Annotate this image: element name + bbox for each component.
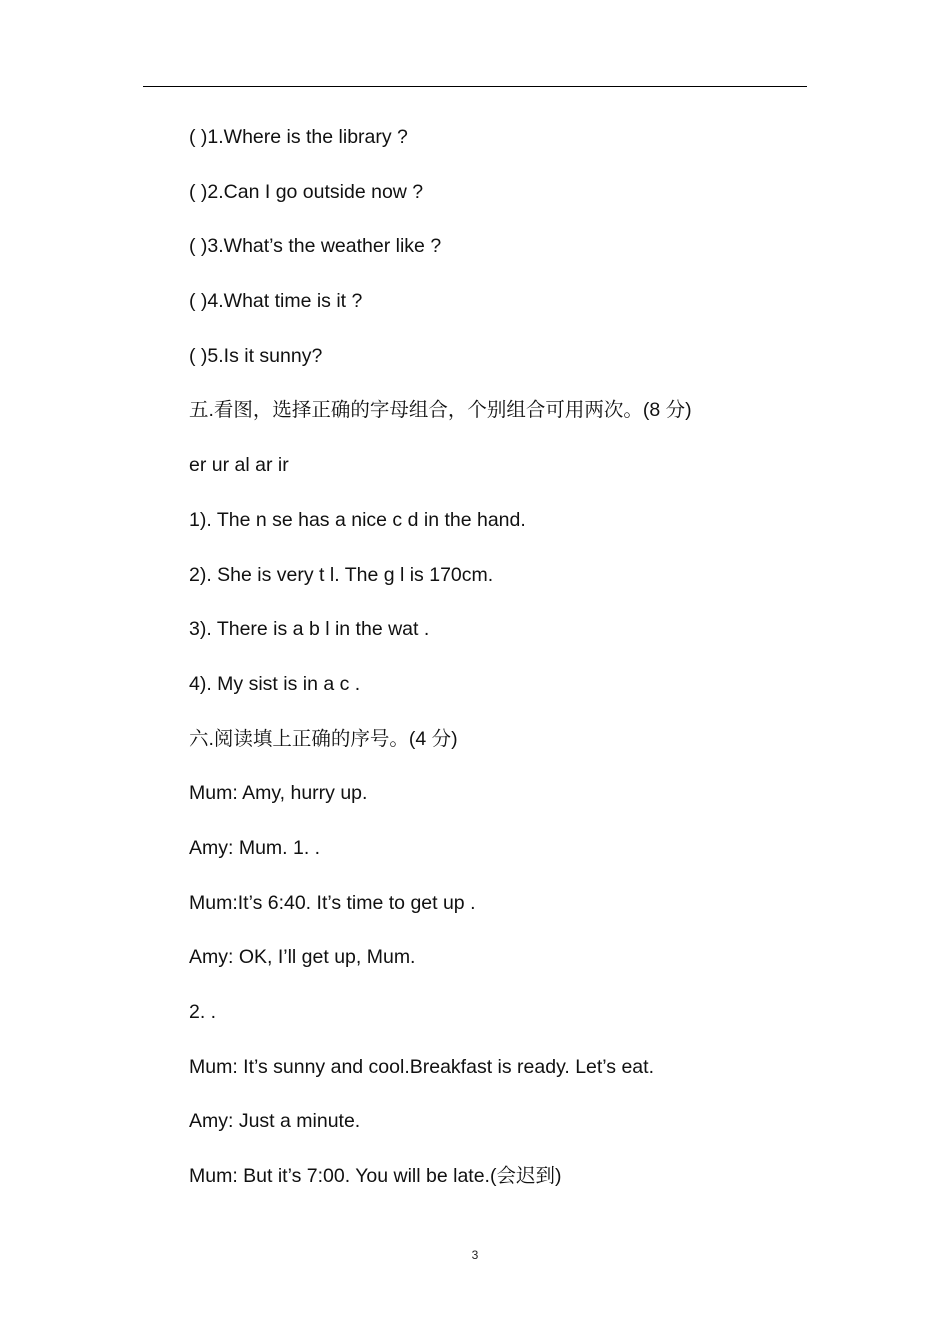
dialogue-line: Amy: OK, I’ll get up, Mum. [189,946,416,969]
header-rule [143,86,807,87]
dialogue-line: Mum: Amy, hurry up. [189,782,368,805]
section-5-heading: 五.看图，选择正确的字母组合，个别组合可用两次。(8 分) [189,399,692,422]
question-4: ( )4.What time is it ? [189,290,363,313]
page-number: 3 [471,1248,479,1262]
dialogue-line: Mum: But it’s 7:00. You will be late.(会迟到) [189,1165,562,1188]
exercise-1: 1). The n se has a nice c d in the hand. [189,508,526,531]
question-1: ( )1.Where is the library ? [189,126,408,148]
section-6-heading: 六.阅读填上正确的序号。(4 分) [189,727,458,750]
exercise-3: 3). There is a b l in the wat . [189,618,430,641]
dialogue-line: Mum: It’s sunny and cool.Breakfast is ready. Let’s eat. [189,1055,654,1078]
exercise-4: 4). My sist is in a c . [189,672,361,695]
dialogue-line: Amy: Just a minute. [189,1110,361,1133]
question-2: ( )2.Can I go outside now ? [189,180,424,203]
page-content [189,120,829,1214]
question-3: ( )3.What’s the weather like ? [189,235,442,258]
letter-combinations: er ur al ar ir [189,454,289,477]
dialogue-line: Amy: Mum. 1. . [189,836,321,859]
dialogue-line: Mum:It’s 6:40. It’s time to get up . [189,891,476,914]
exercise-2: 2). She is very t l. The g l is 170cm. [189,563,494,586]
dialogue-line: 2. . [189,1001,217,1023]
question-5: ( )5.Is it sunny? [189,344,323,367]
